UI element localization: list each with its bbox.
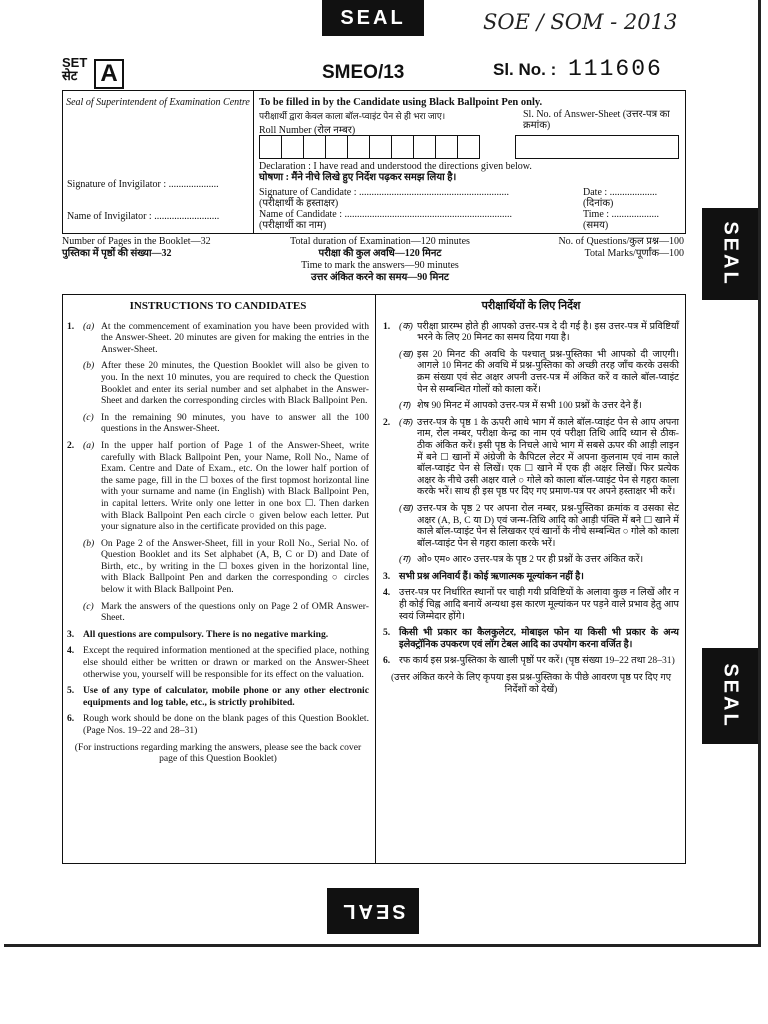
instruction-2b: (b) On Page 2 of the Answer-Sheet, fill in your Roll No., Serial No. of Question Booklet and its Set alphabet (A, B, C or D) and Date of Birth, etc., by writing in the ☐ boxes given in the horizontal line, with Black Ballpoint Pen and darken the corresponding ○ circles below it with Black Ballpoint Pen. [83, 537, 369, 596]
set-letter: A [94, 59, 124, 89]
instructions-hindi [383, 301, 679, 695]
duration-info [262, 236, 498, 284]
instruction-2c: (c) Mark the answers of the questions only on Page 2 of OMR Answer-Sheet. [83, 600, 369, 624]
instructions-title-en: INSTRUCTIONS TO CANDIDATES [129, 300, 307, 312]
column-divider [375, 295, 376, 863]
invigilator-signature-field[interactable]: Signature of Invigilator : .................... [67, 179, 219, 190]
questions-marks-info [530, 236, 684, 260]
candidate-header-box [62, 90, 686, 234]
instruction-1a: 1. (a) At the commencement of examination you have been provided with the Answer-Sheet. 20 minutes are given for making the entries in the Answer-Sheet. [67, 320, 369, 355]
instruction-hi-1b: (ख) इस 20 मिनट की अवधि के पश्चात् प्रश्न-पुस्तिका भी आपको दी जाएगी। आगले 10 मिनट की अवधि में प्रश्न-पुस्तिका को अच्छी तरह जाँच करके उसकी क्रम संख्या एवं सेट अक्षर अपनी उत्तर-पत्र में अंकित करें व काले बॉल-प्वाइंट पेन से सम्बन्धित गोलों को काला करें। [399, 348, 679, 395]
candidate-signature-hi: (परीक्षार्थी के हस्ताक्षर) [259, 198, 339, 209]
roll-number-label: Roll Number (रोल नम्बर) [259, 125, 356, 136]
serial-number: 111606 [568, 56, 663, 82]
roll-number-boxes[interactable] [259, 135, 479, 159]
answer-time-hi: उत्तर अंकित करने का समय—90 मिनट [311, 272, 449, 283]
instructions-footer-hi: (उत्तर अंकित करने के लिए कृपया इस प्रश्न-पुस्तिका के पीछे आवरण पृष्ठ पर दिए गए निर्देशों को देखें) [390, 672, 672, 695]
set-label-hi: सेट [62, 68, 78, 83]
seal-side-lower-text: SEAL [719, 663, 742, 729]
date-field[interactable] [583, 187, 657, 209]
candidate-name-hi: (परीक्षार्थी का नाम) [259, 220, 327, 231]
instruction-hi-5: 5. किसी भी प्रकार का कैलकुलेटर, मोबाइल फोन या किसी भी प्रकार के अन्य इलेक्ट्रॉनिक उपकरण एवं लॉग टेबल आदि का उपयोग करना वर्जित है। [383, 627, 679, 650]
seal-side-lower [702, 648, 758, 744]
instructions-english [67, 301, 369, 765]
pages-hi: पुस्तिका में पृष्ठों की संख्या—32 [62, 248, 172, 259]
instruction-5: 5. Use of any type of calculator, mobile phone or any other electronic equipments and log table, etc., is strictly prohibited. [67, 685, 369, 708]
roll-box[interactable] [435, 135, 458, 159]
answer-time-en: Time to mark the answers—90 minutes [301, 260, 459, 271]
roll-box[interactable] [391, 135, 414, 159]
roll-box[interactable] [413, 135, 436, 159]
candidate-name-field[interactable] [259, 209, 512, 231]
instruction-hi-6: 6. रफ कार्य इस प्रश्न-पुस्तिका के खाली पृष्ठों पर करें। (पृष्ठ संख्या 19–22 तथा 28–31) [383, 655, 675, 667]
roll-box[interactable] [303, 135, 326, 159]
instructions-footer-en: (For instructions regarding marking the answers, please see the back cover page of this Question Booklet) [74, 741, 362, 765]
duration-hi: परीक्षा की कुल अवधि—120 मिनट [318, 248, 442, 259]
questions-count: No. of Questions/कुल प्रश्न—100 [558, 236, 684, 247]
time-hi: (समय) [583, 220, 609, 231]
roll-box[interactable] [457, 135, 480, 159]
fill-instruction-hi: परीक्षार्थी द्वारा केवल काला बॉल-प्वाइंट पेन से ही भरा जाए। [259, 111, 446, 121]
seal-side-upper-text: SEAL [719, 221, 742, 287]
answer-sheet-no-label: Sl. No. of Answer-Sheet (उत्तर-पत्र का क्रमांक) [523, 109, 670, 131]
serial-label: Sl. No. : [493, 60, 557, 79]
set-indicator [62, 55, 118, 87]
seal-side-upper [702, 208, 758, 300]
instruction-hi-1c: (ग) शेष 90 मिनट में आपको उत्तर-पत्र में सभी 100 प्रश्नों के उत्तर देने हैं। [399, 400, 642, 412]
instructions-title-hi: परीक्षार्थियों के लिए निर्देश [481, 300, 581, 312]
instruction-hi-1a: 1. (क) परीक्षा प्रारम्भ होते ही आपको उत्तर-पत्र दे दी गई है। इस उत्तर-पत्र में प्रविष्टियाँ भरने के लिए 20 मिनट का समय दिया गया है। [383, 320, 679, 344]
seal-top-label: SEAL [322, 0, 424, 36]
invigilator-name-field[interactable]: Name of Invigilator : .......................... [67, 211, 220, 222]
pages-info [62, 236, 211, 260]
candidate-name-label: Name of Candidate : ................................................................... [259, 209, 513, 220]
instruction-3: 3. All questions are compulsory. There is no negative marking. [67, 628, 329, 640]
instruction-hi-4: 4. उत्तर-पत्र पर निर्धारित स्थानों पर चाही गयी प्रविष्टियों के अलावा कुछ न लिखें और न ही कोई चिह्न आदि बनायें अन्यथा इस कारण मूल्यांकन पर पड़ने वाले प्रभाव हेतु आप स्वयं जिम्मेदार होंगे। [383, 587, 679, 622]
time-field[interactable] [583, 209, 659, 231]
seal-superintendent-label: Seal of Superintendent of Examination Centre [66, 97, 250, 108]
date-hi: (दिनांक) [583, 198, 614, 209]
instruction-hi-2b: (ख) उत्तर-पत्र के पृष्ठ 2 पर अपना रोल नम्बर, प्रश्न-पुस्तिका क्रमांक व उसका सेट अक्षर (A, B, C या D) एवं जन्म-तिथि आदि को आड़ी पंक्ति में बने ☐ खाने में काले बॉल-प्वाइंट पेन से लिखकर एवं खानों के नीचे सम्बन्धित ○ गोले को काला बॉल-प्वाइंट पेन से गहरा काला करके भरें। [399, 502, 679, 549]
instruction-2a: 2. (a) In the upper half portion of Page 1 of the Answer-Sheet, write carefully with Black Ballpoint Pen, your Name, Roll No., Name of Exam. Centre and Date of Exam., etc. On the lower half portion of the same page, fill in the ☐ boxes of the first topmost horizontal line with your surname and name (in English) with Black Ballpoint Pen, in capital letters. Write only one letter in one box ☐. Then darken with Black Ballpoint Pen each circle ○ given below each letter. Put your signature also in the certificate provided on this page. [67, 439, 369, 533]
roll-box[interactable] [259, 135, 282, 159]
roll-box[interactable] [325, 135, 348, 159]
instruction-hi-2a: 2. (क) उत्तर-पत्र के पृष्ठ 1 के ऊपरी आधे भाग में काले बॉल-प्वाइंट पेन से आप अपना नाम, रोल नम्बर, परीक्षा केन्द्र का नाम एवं परीक्षा तिथि आदि ध्यान से ठीक-ठीक अंकित करें। इसी पृष्ठ के निचले आधे भाग में सबसे ऊपर की आड़ी लाइन में बने ☐ खानों में अंग्रेजी के कैपिटल लेटर में अपना कुलनाम एवं नाम काले बॉल-प्वाइंट पेन से लिखें। एक ☐ खाने में एक ही अक्षर लिखें। फिर प्रत्येक अक्षर के नीचे उसी अक्षर वाले ○ गोले को काला बॉल-प्वाइंट पेन से गहरा काला करके भरें। साथ ही इस पृष्ठ पर दिए गए प्रमाण-पत्र पर अपने हस्ताक्षर भी करें। [383, 416, 679, 498]
candidate-signature-field[interactable] [259, 187, 509, 209]
instructions-box [62, 294, 686, 864]
declaration [259, 161, 679, 183]
fill-instruction-en: To be filled in by the Candidate using Black Ballpoint Pen only. [259, 97, 543, 108]
duration-en: Total duration of Examination—120 minutes [290, 236, 470, 247]
paper-code: SMEO/13 [322, 62, 405, 83]
answer-sheet-no-box[interactable] [515, 135, 679, 159]
invigilator-panel [63, 91, 254, 233]
date-label: Date : ................... [583, 187, 658, 198]
instruction-4: 4. Except the required information mentioned at the specified place, nothing else should either be written or drawn or marked on the Answer-Sheet otherwise you, yourself will be responsible for its effect on the valuation. [67, 645, 369, 680]
candidate-signature-label: Signature of Candidate : ............................................................ [259, 187, 509, 198]
set-label-en: SET [62, 55, 88, 70]
roll-box[interactable] [369, 135, 392, 159]
instruction-hi-3: 3. सभी प्रश्न अनिवार्य हैं। कोई ऋणात्मक मूल्यांकन नहीं है। [383, 570, 584, 582]
instruction-1c: (c) In the remaining 90 minutes, you have to answer all the 100 questions in the Answer-Sheet. [83, 411, 369, 435]
declaration-hi: घोषणा : मैंने नीचे लिखे हुए निर्देश पढ़कर समझ लिया है। [259, 172, 457, 183]
handwritten-note: SOE / SOM - 2013 [483, 10, 678, 34]
seal-bottom-label: SEAL [327, 888, 419, 934]
total-marks: Total Marks/पूर्णांक—100 [584, 248, 684, 259]
declaration-en: Declaration : I have read and understood the directions given below. [259, 161, 532, 172]
instruction-hi-2c: (ग) ओ० एम० आर० उत्तर-पत्र के पृष्ठ 2 पर ही प्रश्नों के उत्तर अंकित करें। [399, 554, 644, 566]
roll-box[interactable] [347, 135, 370, 159]
instruction-1b: (b) After these 20 minutes, the Question Booklet will also be given to you. In the next 10 minutes, you are required to check the Question Booklet and enter its serial number and set alphabet in the Answer-Sheet and darken the corresponding circles with Black Ballpoint Pen. [83, 360, 369, 407]
roll-box[interactable] [281, 135, 304, 159]
time-label: Time : ................... [583, 209, 660, 220]
pages-en: Number of Pages in the Booklet—32 [62, 236, 211, 247]
instruction-6: 6. Rough work should be done on the blank pages of this Question Booklet. (Page Nos. 19–22 and 28–31) [67, 713, 369, 736]
candidate-panel [253, 91, 685, 233]
